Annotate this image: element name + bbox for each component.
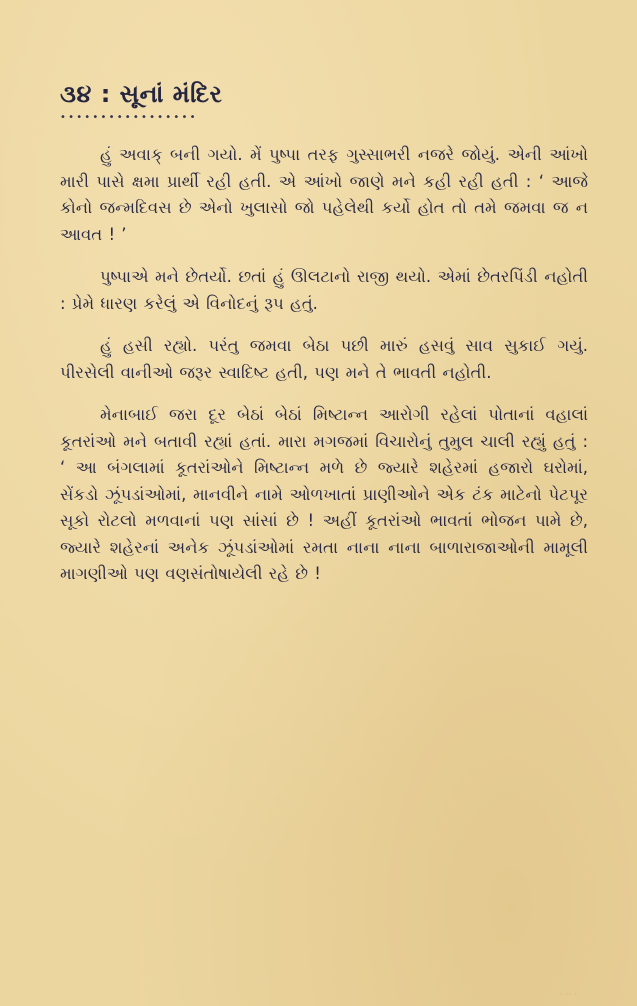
chapter-title: ૩૪ : સૂનાં મંદિર: [60, 80, 223, 108]
paragraph: હું અવાક્ બની ગયો. મેં પુષ્પા તરફ ગુસ્સાભરી નજરે જોયું. એની આંખો મારી પાસે ક્ષમા પ્રાર્થી રહી હતી. એ આંખો જાણે મને કહી રહી હતી : ‘ આજે કોનો જન્મદિવસ છે એનો ખુલાસો જો પહેલેથી કર્યો હોત તો તમે જમવા જ ન આવત ! ’: [60, 145, 588, 244]
paragraph: હું હસી રહ્યો. પરંતુ જમવા બેઠા પછી મારું હસવું સાવ સુકાઈ ગયું. પીરસેલી વાનીઓ જરૂર સ્વાદિષ્ટ હતી, પણ મને તે ભાવતી નહોતી.: [60, 336, 588, 382]
paragraph: મેનાબાઈ જરા દૂર બેઠાં બેઠાં મિષ્ટાન્ન આરોગી રહેલાં પોતાનાં વહાલાં કૂતરાંઓ મને બતાવી રહ્યાં હતાં. મારા મગજમાં વિચારોનું તુમુલ ચાલી રહ્યું હતું : ‘ આ બંગલામાં કૂતરાંઓને મિષ્ટાન્ન મળે છે જ્યારે શહેરમાં હજારો ઘરોમાં, સેંકડો ઝૂંપડાંઓમાં, માનવીને નામે ઓળખાતાં પ્રાણીઓને એક ટંક માટેનો પેટપૂર સૂકો રોટલો મળવાનાં પણ સાંસાં છે ! અહીં કૂતરાંઓ ભાવતાં ભોજન પામે છે, જ્યારે શહેરનાં અનેક ઝૂંપડાંઓમાં રમતા નાના નાના બાળારાજાઓની મામૂલી માગણીઓ પણ વણસંતોષાયેલી રહે છે !: [60, 405, 588, 583]
body-text: [60, 142, 588, 604]
corner-scan-mark: · ·· ·: [559, 990, 577, 1000]
title-underline-dots: •••••••••••••••••: [60, 112, 198, 123]
paragraph: પુષ્પાએ મને છેતર્યો. છતાં હું ઊલટાનો રાજી થયો. એમાં છેતરપિંડી નહોતી : પ્રેમે ધારણ કરેલું એ વિનોદનું રૂપ હતું.: [60, 267, 588, 313]
